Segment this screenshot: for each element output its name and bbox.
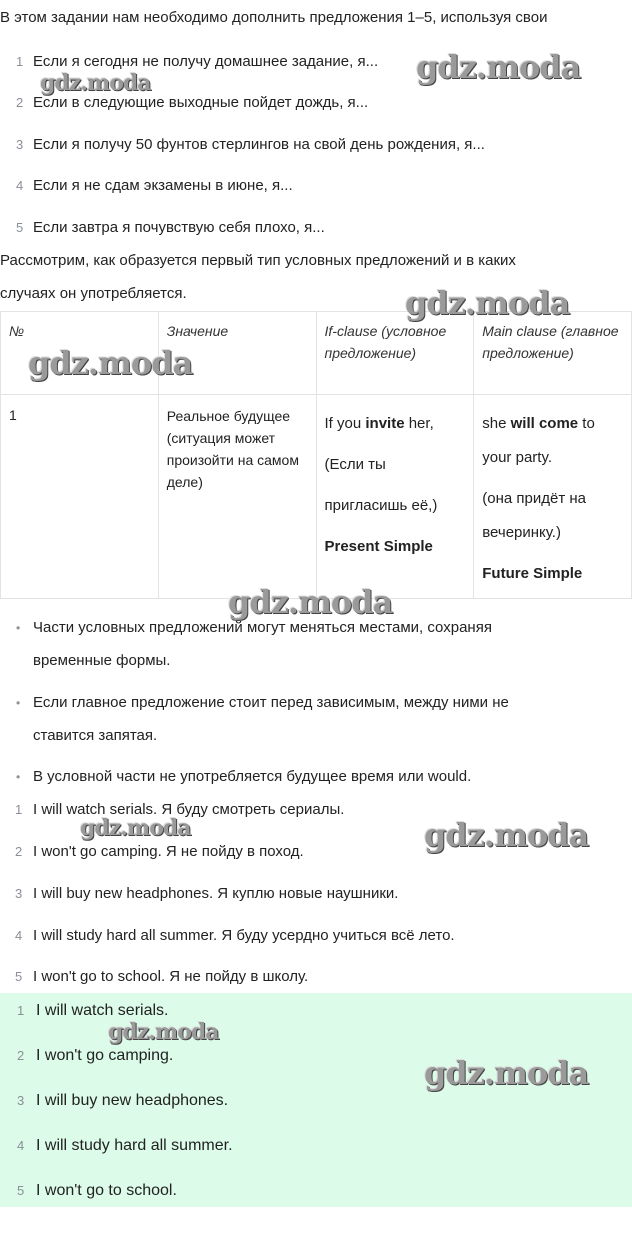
list-item: I will study hard all summer.: [36, 1137, 233, 1154]
list-number: 2: [15, 844, 23, 859]
cell-number: 1: [1, 395, 159, 599]
bullet-icon: •: [16, 770, 21, 784]
bullet-icon: •: [16, 621, 21, 635]
paragraph-line: случаях он употребляется.: [0, 285, 187, 302]
list-number: 5: [15, 969, 23, 984]
list-number: 5: [16, 220, 24, 235]
bullet-text: ставится запятая.: [33, 727, 158, 744]
bullet-text: временные формы.: [33, 652, 171, 669]
list-item: Если я получу 50 фунтов стерлингов на свой день рождения, я...: [33, 136, 485, 153]
list-item: Если в следующие выходные пойдет дождь, я...: [33, 94, 369, 111]
list-item: Если я сегодня не получу домашнее задание, я...: [33, 53, 379, 70]
list-number: 3: [17, 1093, 25, 1108]
list-item: I will buy new headphones.: [36, 1092, 229, 1109]
list-item: I will watch serials. Я буду смотреть сериалы.: [33, 801, 345, 818]
list-item: I will study hard all summer. Я буду усердно учиться всё лето.: [33, 927, 455, 944]
list-number: 2: [16, 95, 24, 110]
watermark: gdz.moda: [80, 815, 191, 841]
list-number: 1: [16, 54, 24, 69]
list-number: 5: [17, 1183, 25, 1198]
watermark: gdz.moda: [228, 583, 393, 621]
translation: вечеринку.): [482, 524, 561, 541]
list-number: 4: [17, 1138, 25, 1153]
text: she: [482, 415, 511, 432]
bold-verb: invite: [365, 415, 405, 432]
list-number: 3: [15, 886, 23, 901]
text: your party.: [482, 449, 552, 466]
header-main-clause: Main clause (главное предложение): [474, 312, 632, 395]
watermark: gdz.moda: [416, 48, 581, 86]
bullet-text: Части условных предложений могут меняться местами, сохраняя: [33, 619, 492, 636]
translation: (она придёт на: [482, 490, 586, 507]
list-item: Если завтра я почувствую себя плохо, я...: [33, 219, 325, 236]
list-item: Если я не сдам экзамены в июне, я...: [33, 177, 293, 194]
watermark: gdz.moda: [424, 1054, 589, 1092]
tense-label: Present Simple: [324, 538, 433, 555]
table-row: [1, 395, 632, 599]
bullet-text: Если главное предложение стоит перед зависимым, между ними не: [33, 694, 509, 711]
text: to: [578, 415, 595, 432]
translation: (Если ты: [324, 456, 386, 473]
watermark: gdz.moda: [40, 70, 151, 96]
watermark: gdz.moda: [424, 816, 589, 854]
list-item: I will watch serials.: [36, 1002, 169, 1019]
list-item: I won't go camping. Я не пойду в поход.: [33, 843, 304, 860]
list-item: I won't go camping.: [36, 1047, 174, 1064]
list-number: 4: [15, 928, 23, 943]
header-number: №: [1, 312, 159, 395]
paragraph-line: Рассмотрим, как образуется первый тип условных предложений и в каких: [0, 252, 516, 269]
cell-main-clause: [474, 395, 632, 599]
list-item: I will buy new headphones. Я куплю новые наушники.: [33, 885, 399, 902]
list-number: 2: [17, 1048, 25, 1063]
intro-text: В этом задании нам необходимо дополнить предложения 1–5, используя свои: [0, 9, 548, 26]
text: If you: [324, 415, 366, 432]
cell-meaning: Реальное будущее (ситуация может произойти на самом деле): [158, 395, 316, 599]
watermark: gdz.moda: [405, 284, 570, 322]
header-if-clause: If-clause (условное предложение): [316, 312, 474, 395]
list-number: 4: [16, 178, 24, 193]
list-number: 1: [17, 1003, 25, 1018]
translation: пригласишь её,): [324, 497, 438, 514]
list-item: I won't go to school.: [36, 1182, 177, 1199]
tense-label: Future Simple: [482, 565, 583, 582]
list-number: 1: [15, 802, 23, 817]
bullet-icon: •: [16, 696, 21, 710]
list-number: 3: [16, 137, 24, 152]
bullet-text: В условной части не употребляется будущее время или would.: [33, 768, 472, 785]
watermark: gdz.moda: [28, 344, 193, 382]
list-item: I won't go to school. Я не пойду в школу.: [33, 968, 309, 985]
header-meaning: Значение: [158, 312, 316, 395]
cell-if-clause: [316, 395, 474, 599]
watermark: gdz.moda: [108, 1019, 219, 1045]
text: her,: [404, 415, 434, 432]
bold-verb: will come: [510, 415, 579, 432]
